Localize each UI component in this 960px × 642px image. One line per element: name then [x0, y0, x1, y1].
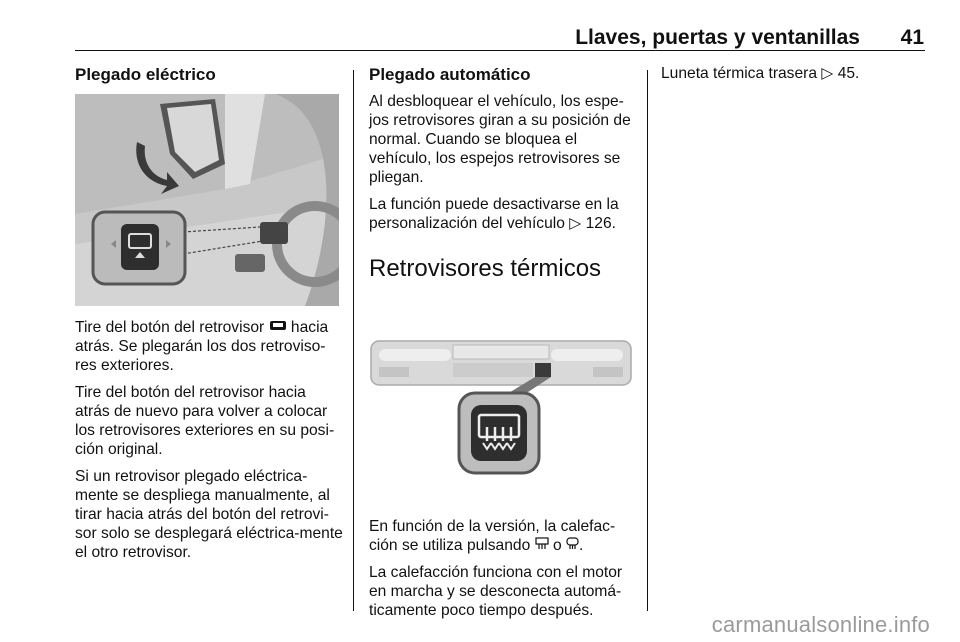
paragraph-heat-1	[369, 517, 637, 555]
climate-panel-illustration	[369, 303, 633, 503]
page-ref-126: 126.	[585, 215, 616, 232]
rear-window-heat-icon	[535, 536, 549, 555]
paragraph-3: Si un retrovisor plegado eléctrica-mente se despliega manualmente, al tirar hacia atrás del botón del retrovi-sor solo se desplegará eléctrica-mente el otro retrovisor.	[75, 468, 343, 562]
paragraph-luneta	[661, 64, 925, 83]
page-ref-arrow-icon: ▷	[821, 65, 834, 82]
page-number: 41	[900, 26, 924, 49]
header-rule	[75, 50, 925, 51]
paragraph-auto-2	[369, 195, 637, 233]
section-title-plegado-automatico: Plegado automático	[369, 65, 531, 84]
mirror-fold-icon	[269, 318, 287, 337]
page-header-title: Llaves, puertas y ventanillas	[575, 26, 860, 49]
paragraph-auto-1: Al desbloquear el vehículo, los espe-jos retrovisores giran a su posición de normal. Cuando se bloquea el vehículo, los espejos retrovisores se pliegan.	[369, 93, 631, 186]
page-ref-45: 45.	[837, 65, 860, 82]
mirror-switch-figure	[75, 94, 339, 306]
paragraph-heat-1-before: En función de la versión, la calefac-ción se utiliza pulsando	[369, 518, 616, 554]
column-divider-2	[647, 70, 648, 611]
column-3	[661, 64, 925, 91]
column-1	[75, 64, 343, 570]
paragraph-heat-1-mid: o	[552, 537, 562, 554]
mirror-switch-illustration	[75, 94, 339, 306]
period-glyph: .	[578, 537, 584, 554]
paragraph-2: Tire del botón del retrovisor hacia atrás de nuevo para volver a colocar los retrovisores exteriores en su posi-ción original.	[75, 384, 335, 459]
paragraph-1-after: hacia atrás. Se plegarán los dos retroviso-res exteriores.	[75, 319, 329, 375]
climate-panel-figure	[369, 303, 633, 503]
section-title-plegado-electrico: Plegado eléctrico	[75, 65, 216, 84]
paragraph-1	[75, 318, 343, 375]
paragraph-1-before: Tire del botón del retrovisor	[75, 319, 265, 336]
section-title-retrovisores-termicos: Retrovisores térmicos	[369, 255, 602, 282]
column-divider-1	[353, 70, 354, 611]
paragraph-heat-2: La calefacción funciona con el motor en marcha y se desconecta automá-ticamente poco tiempo después.	[369, 564, 623, 620]
page-ref-arrow-icon: ▷	[569, 215, 582, 232]
paragraph-luneta-text: Luneta térmica trasera	[661, 65, 818, 82]
column-2	[369, 64, 637, 628]
paragraph-auto-2-text: La función puede desactivarse en la personalización del vehículo	[369, 196, 619, 232]
footer-watermark: carmanualsonline.info	[711, 612, 930, 637]
mirror-heat-icon	[566, 536, 579, 555]
